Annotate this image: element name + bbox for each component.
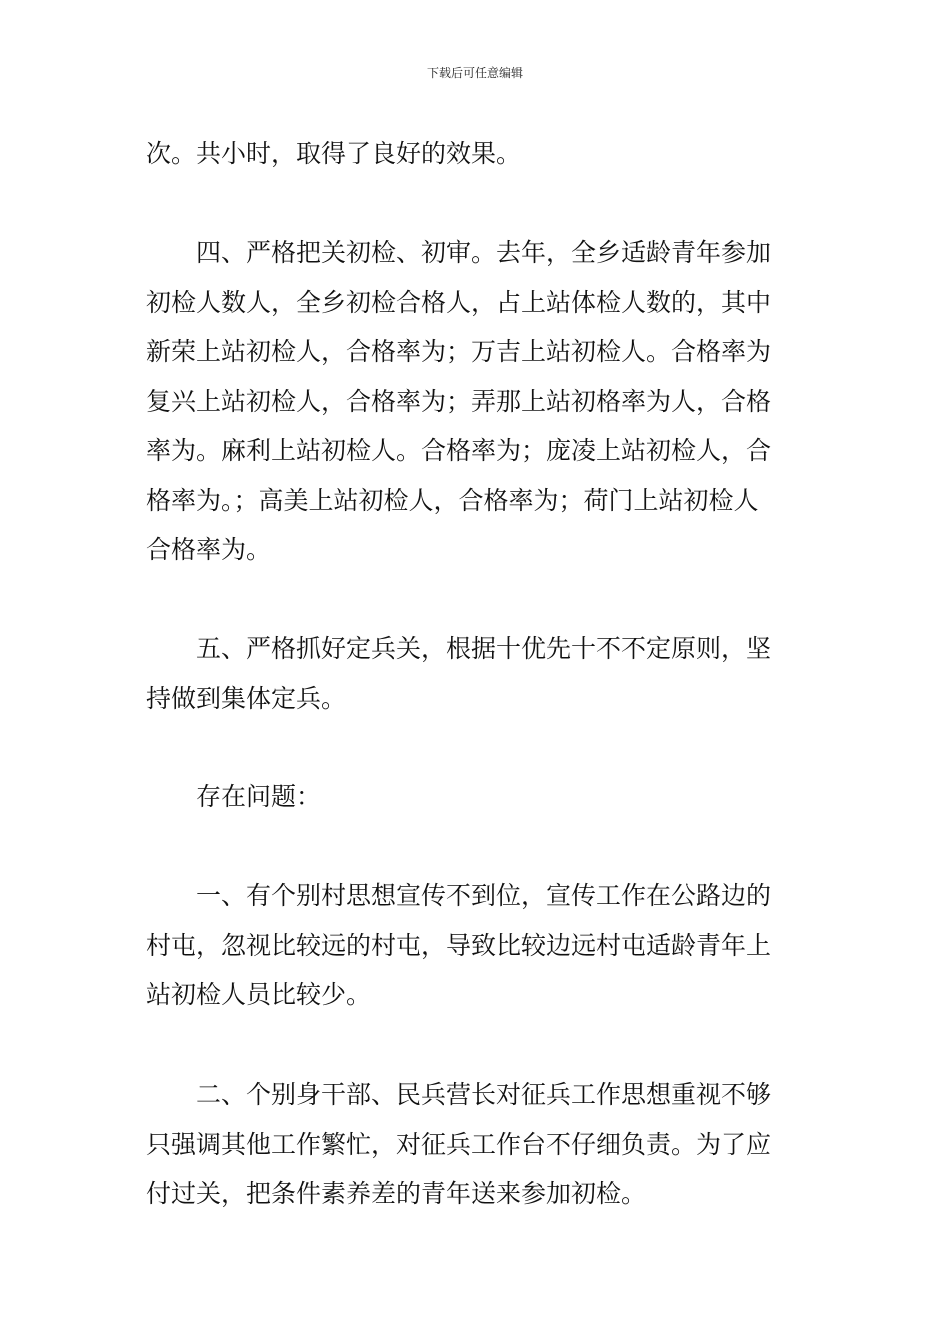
text-line: 二、个别身干部、民兵营长对征兵工作思想重视不够 xyxy=(196,1080,772,1109)
text-line: 格率为。；高美上站初检人，合格率为；荷门上站初检人 xyxy=(146,485,759,515)
paragraph-item-four xyxy=(146,228,806,575)
text-line: 只强调其他工作繁忙，对征兵工作台不仔细负责。为了应 xyxy=(146,1129,772,1159)
paragraph-item-five xyxy=(146,624,806,723)
text-line: 站初检人员比较少。 xyxy=(146,980,372,1009)
paragraph-problem-two xyxy=(146,1070,806,1219)
text-line: 新荣上站初检人，合格率为；万吉上站初检人。合格率为 xyxy=(146,337,772,366)
text-line: 一、有个别村思想宣传不到位，宣传工作在公路边的 xyxy=(196,881,772,910)
text-line: 次。共小时，取得了良好的效果。 xyxy=(146,139,522,168)
text-line: 持做到集体定兵。 xyxy=(146,683,347,713)
text-line: 四、严格把关初检、初审。去年，全乡适龄青年参加 xyxy=(196,238,772,267)
paragraph-problem-one xyxy=(146,871,806,1020)
section-heading-problems xyxy=(146,772,806,822)
text-line: 付过关，把条件素养差的青年送来参加初检。 xyxy=(146,1179,647,1208)
text-line: 存在问题： xyxy=(196,782,322,811)
text-line: 复兴上站初检人，合格率为；弄那上站初格率为人，合格 xyxy=(146,386,772,416)
paragraph-continuation xyxy=(146,129,806,179)
page-header-note: 下载后可任意编辑 xyxy=(426,66,523,80)
text-line: 合格率为。 xyxy=(146,535,272,564)
text-line: 五、严格抓好定兵关，根据十优先十不不定原则，坚 xyxy=(196,634,772,663)
text-line: 初检人数人，全乡初检合格人，占上站体检人数的，其中 xyxy=(146,287,772,317)
text-line: 村屯，忽视比较远的村屯，导致比较边远村屯适龄青年上 xyxy=(146,930,772,960)
text-line: 率为。麻利上站初检人。合格率为；庞凌上站初检人，合 xyxy=(146,436,772,465)
